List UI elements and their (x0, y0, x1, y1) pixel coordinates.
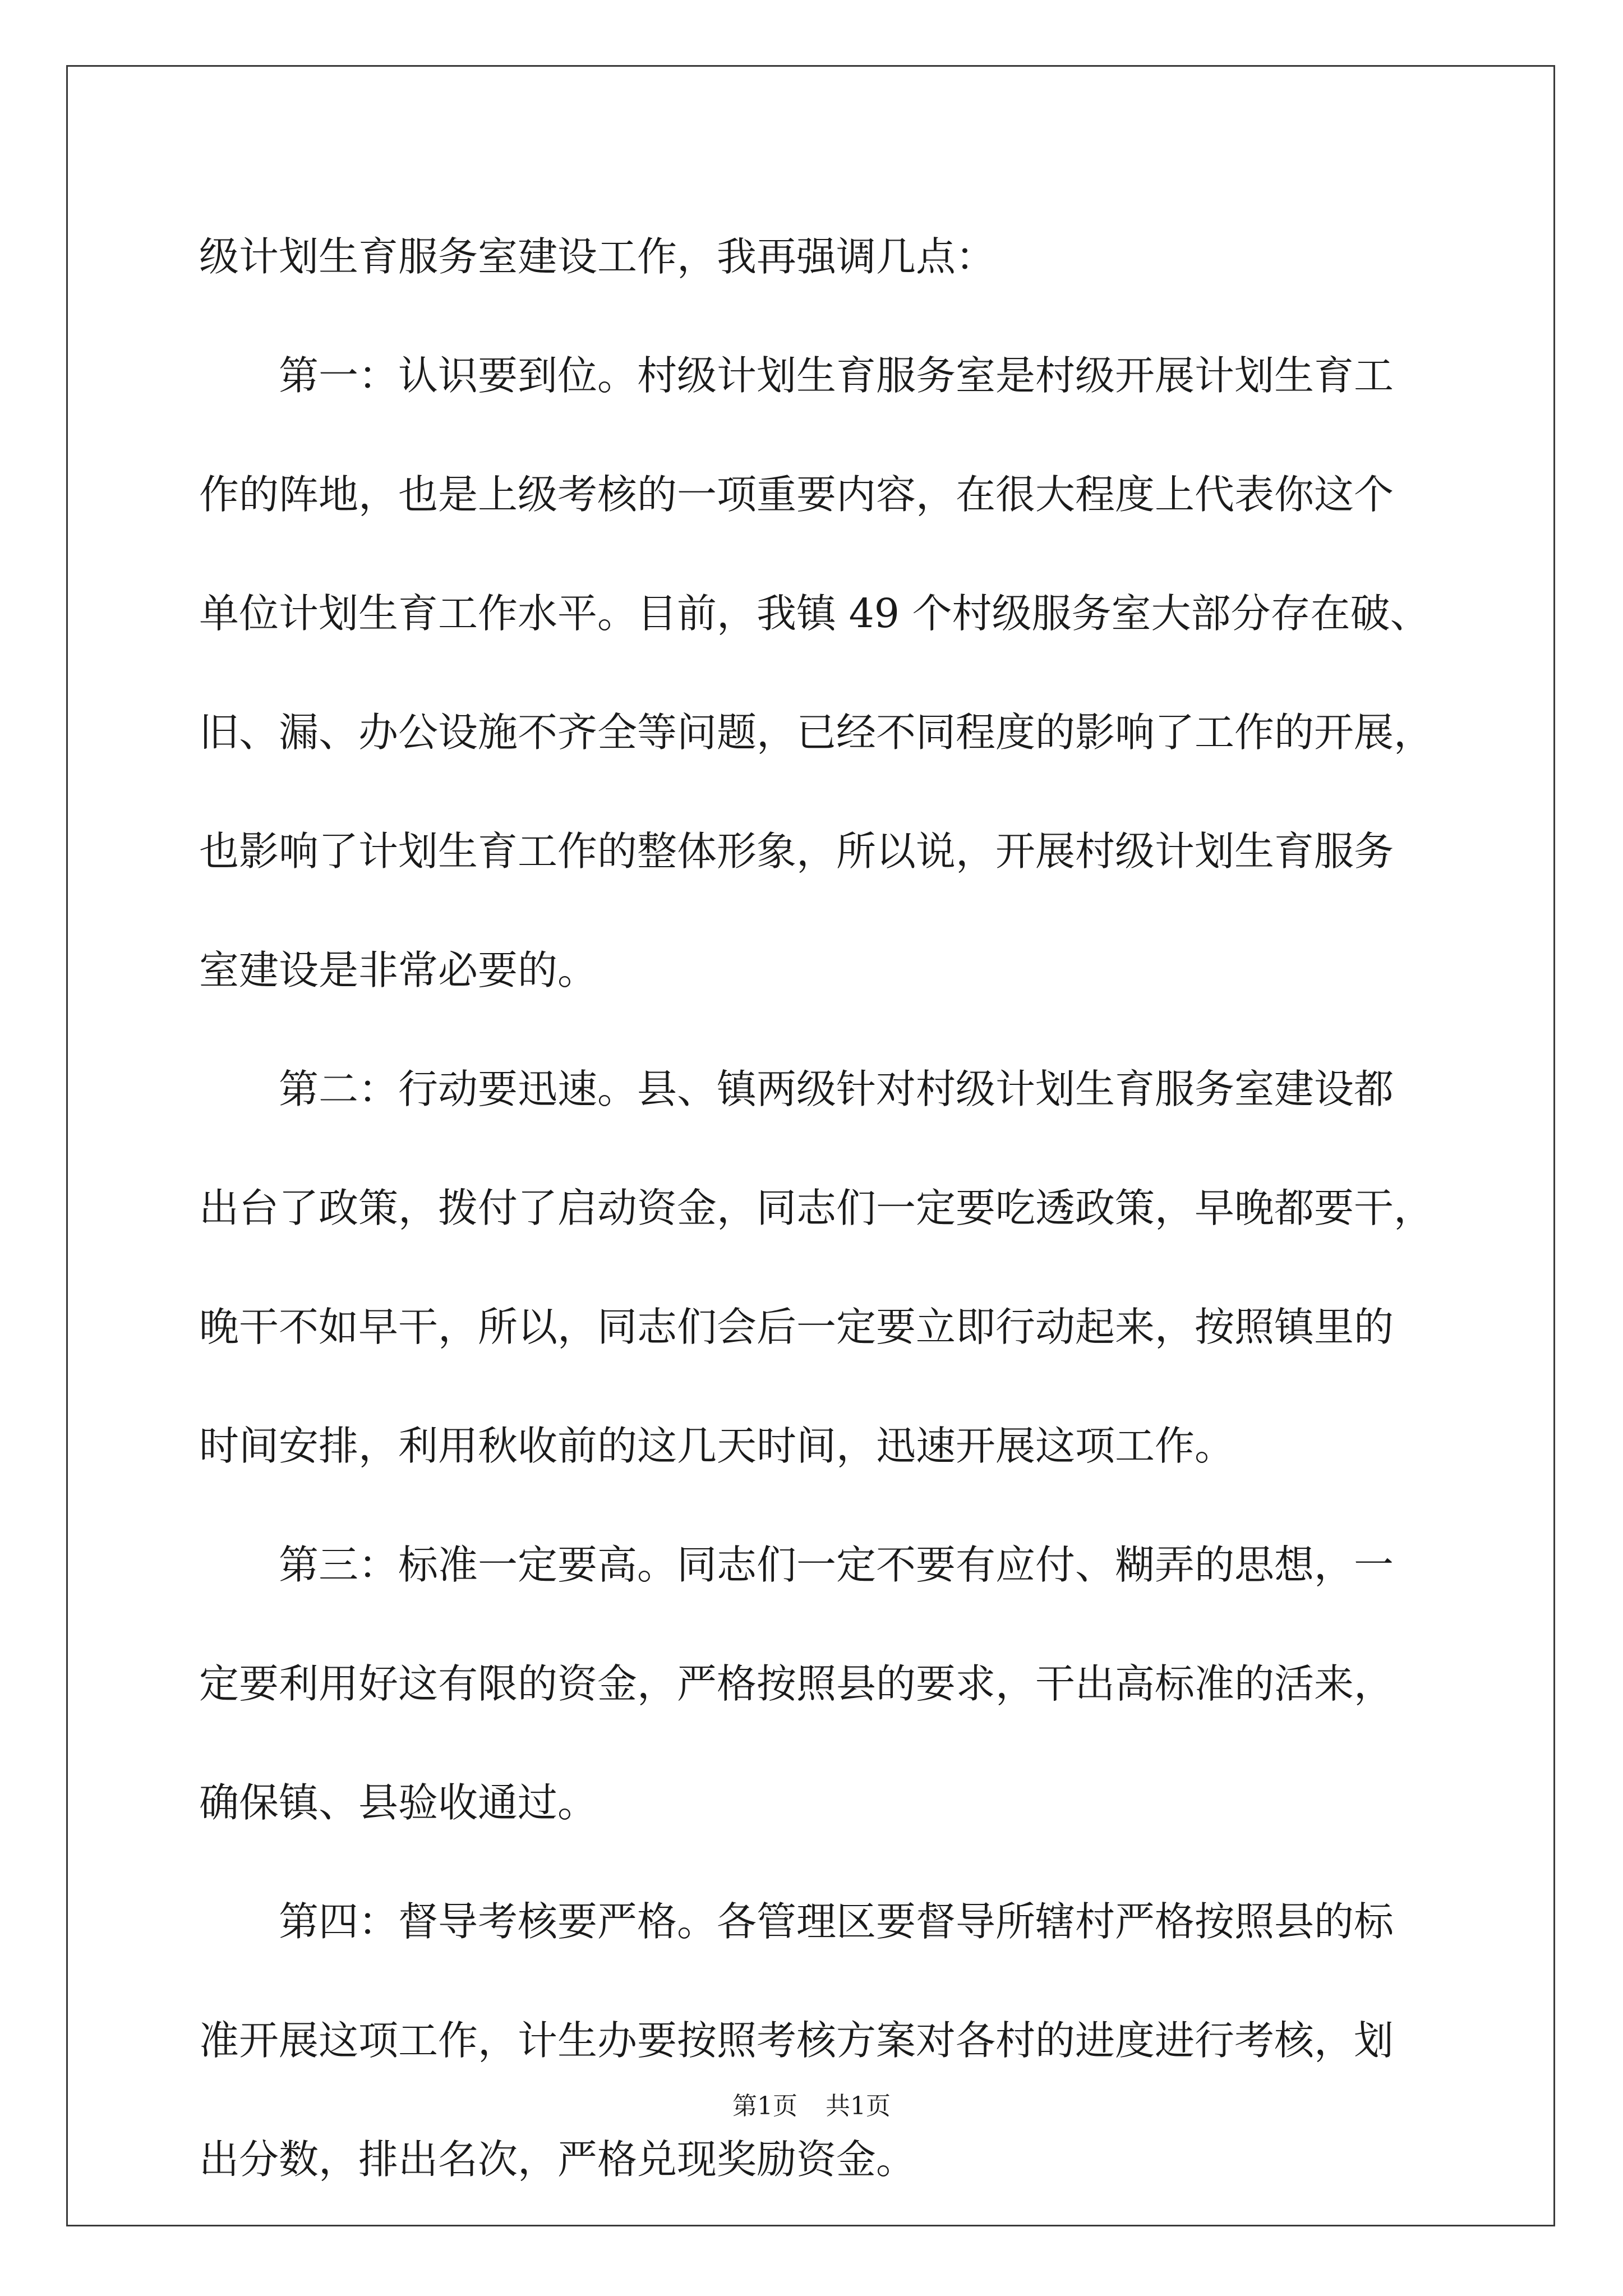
paragraph-line: 晚干不如早干，所以，同志们会后一定要立即行动起来，按照镇里的 (199, 1304, 1394, 1350)
page-footer (0, 2086, 1623, 2122)
document-body (199, 197, 1438, 2219)
paragraph-line: 室建设是非常必要的。 (199, 947, 598, 993)
paragraph-line: 第四：督导考核要严格。各管理区要督导所辖村严格按照县的标 (279, 1898, 1394, 1945)
paragraph-line: 定要利用好这有限的资金，严格按照县的要求，干出高标准的活来， (199, 1660, 1394, 1707)
paragraph-line: 出分数，排出名次，严格兑现奖励资金。 (199, 2136, 916, 2183)
page-number-total: 共1页 (826, 2092, 891, 2120)
page-number-current: 第1页 (732, 2092, 797, 2120)
paragraph-line: 也影响了计划生育工作的整体形象，所以说，开展村级计划生育服务 (199, 828, 1394, 875)
paragraph-line: 第一：认识要到位。村级计划生育服务室是村级开展计划生育工 (279, 352, 1394, 399)
paragraph-line: 第三：标准一定要高。同志们一定不要有应付、糊弄的思想，一 (279, 1542, 1394, 1588)
paragraph-line: 级计划生育服务室建设工作，我再强调几点： (199, 233, 996, 280)
paragraph-line: 旧、漏、办公设施不齐全等问题，已经不同程度的影响了工作的开展， (199, 709, 1434, 756)
paragraph-line: 准开展这项工作，计生办要按照考核方案对各村的进度进行考核，划 (199, 2017, 1394, 2064)
paragraph-line: 第二：行动要迅速。县、镇两级针对村级计划生育服务室建设都 (279, 1066, 1394, 1112)
paragraph-line: 确保镇、县验收通过。 (199, 1779, 598, 1826)
paragraph-line: 出台了政策，拨付了启动资金，同志们一定要吃透政策，早晚都要干， (199, 1185, 1434, 1231)
paragraph-line: 单位计划生育工作水平。目前，我镇 49 个村级服务室大部分存在破、 (199, 590, 1430, 637)
paragraph-line: 时间安排，利用秋收前的这几天时间，迅速开展这项工作。 (199, 1423, 1235, 1469)
paragraph-line: 作的阵地，也是上级考核的一项重要内容，在很大程度上代表你这个 (199, 471, 1394, 518)
